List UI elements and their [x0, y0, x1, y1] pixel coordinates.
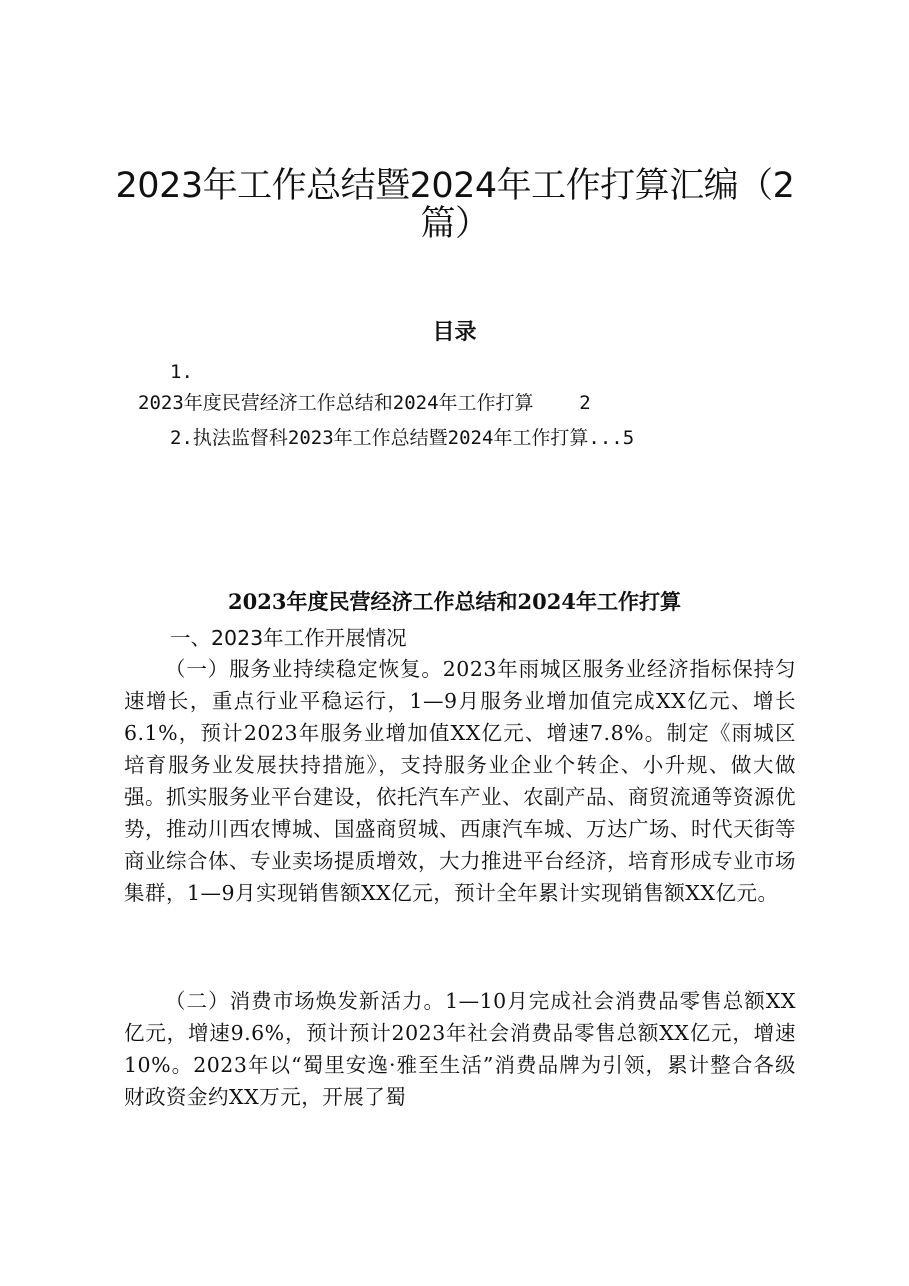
body-paragraph-1: （一）服务业持续稳定恢复。2023年雨城区服务业经济指标保持匀速增长，重点行业平稳运行，1—9月服务业增加值完成XX亿元、增长6.1%，预计2023年服务业增加值XX亿元、增速7.8%。制定《雨城区培育服务业发展扶持措施》，支持服务业企业个转企、小升规、做大做强。抓实服务业平台建设，依托汽车产业、农副产品、商贸流通等资源优势，推动川西农博城、国盛商贸城、西康汽车城、万达广场、时代天街等商业综合体、专业卖场提质增效，大力推进平台经济，培育形成专业市场集群，1—9月实现销售额XX亿元，预计全年累计实现销售额XX亿元。 — [124, 657, 796, 905]
toc-item1-link[interactable]: 2023年度民营经济工作总结和2024年工作打算 2 — [138, 392, 591, 414]
document-title-line1: 2023年工作总结暨2024年工作打算汇编（2 — [115, 166, 795, 206]
body-paragraph-2: （二）消费市场焕发新活力。1—10月完成社会消费品零售总额XX亿元，增速9.6%，预计预计2023年社会消费品零售总额XX亿元，增速10%。2023年以“蜀里安逸·雅至生活”消费品牌为引领，累计整合各级财政资金约XX万元，开展了蜀 — [124, 989, 796, 1109]
toc-heading: 目录 — [432, 320, 477, 345]
section-heading: 一、2023年工作开展情况 — [170, 626, 407, 650]
toc-item1-number[interactable]: 1. — [170, 361, 193, 383]
toc-item2-link[interactable]: 2.执法监督科2023年工作总结暨2024年工作打算...5 — [170, 427, 635, 449]
article-title: 2023年度民营经济工作总结和2024年工作打算 — [228, 589, 681, 614]
document-title-line2: 篇） — [420, 204, 490, 244]
